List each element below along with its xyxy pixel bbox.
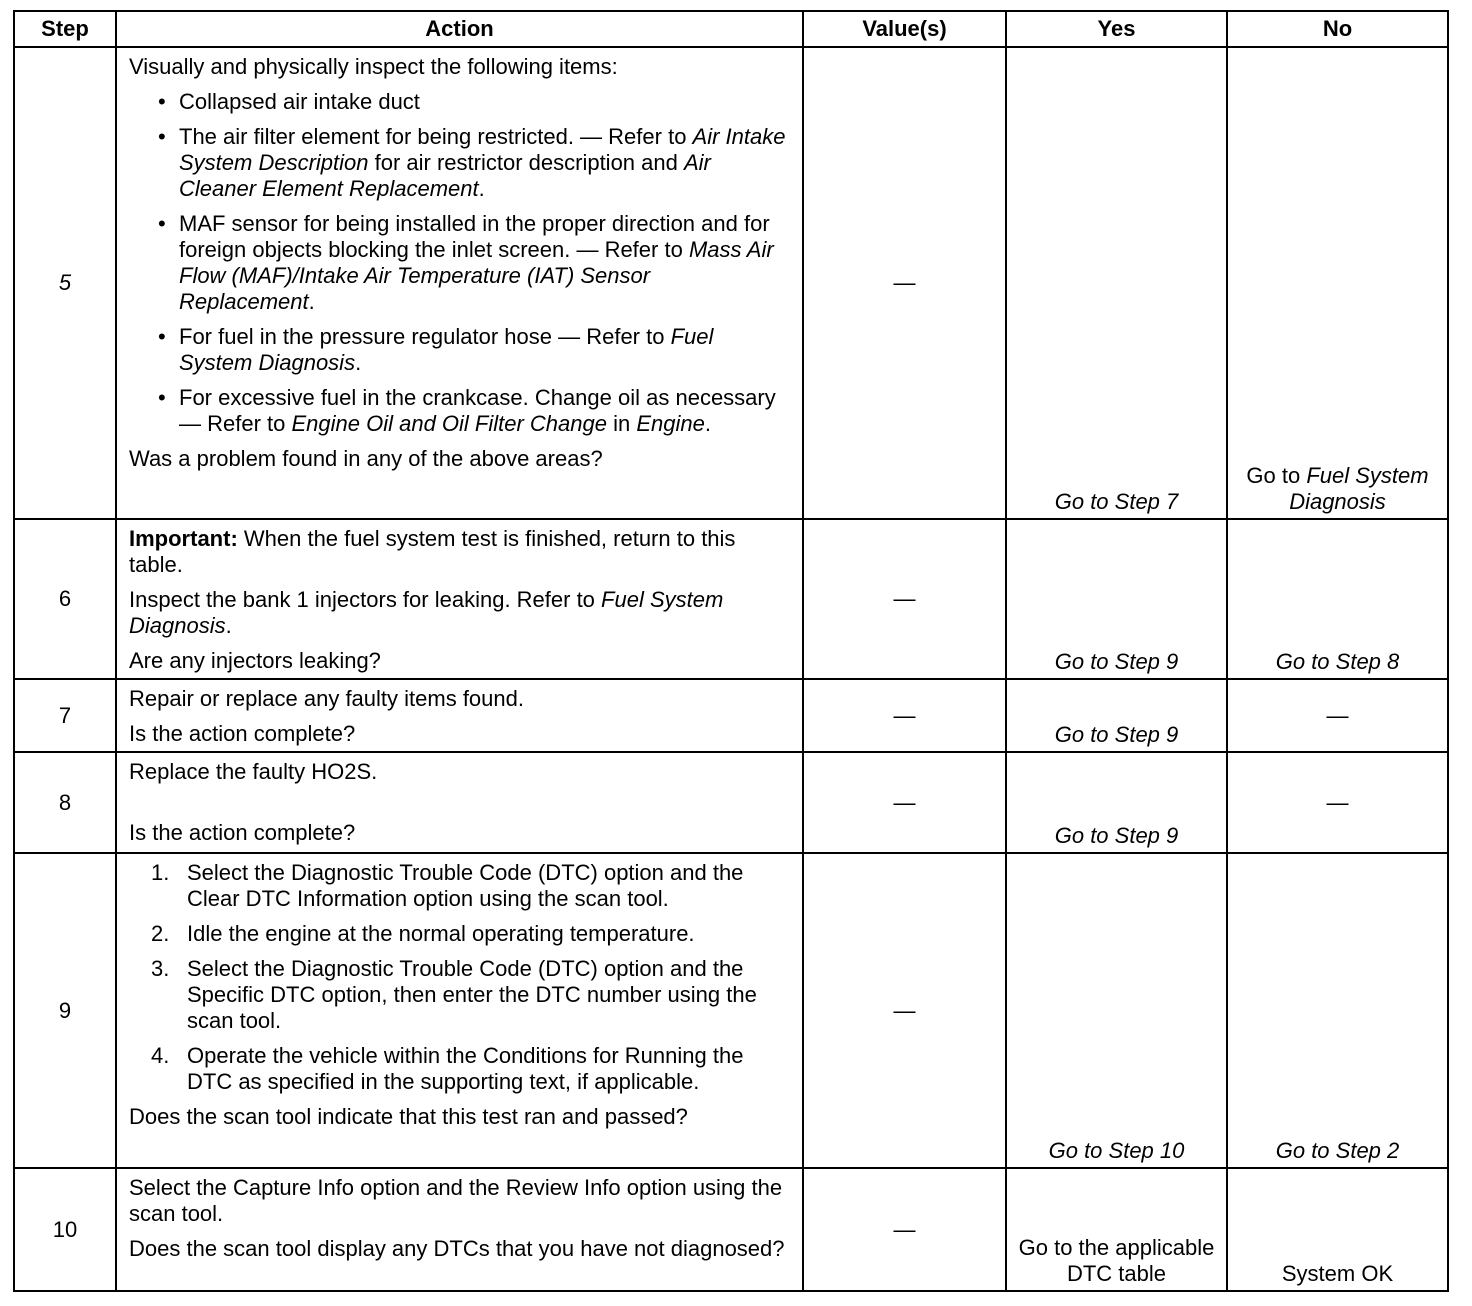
diagnostic-table [13,10,1449,1292]
yes-cell: Go to Step 7 [1006,47,1227,519]
list-item: • For fuel in the pressure regulator hose — Refer to Fuel System Diagnosis. [129,324,788,376]
header-values: Value(s) [803,11,1006,47]
table-row-step-9 [14,853,1448,1168]
list-item: 1. Select the Diagnostic Trouble Code (DTC) option and the Clear DTC Information option using the scan tool. [151,860,744,911]
action-question: Is the action complete? [129,820,356,845]
no-cell: Go to Fuel System Diagnosis [1227,47,1448,519]
table-row-step-6 [14,519,1448,679]
table-row-step-8 [14,752,1448,853]
header-row [14,11,1448,47]
header-no: No [1227,11,1448,47]
action-instruction: Select the Capture Info option and the Review Info option using the scan tool. [129,1175,783,1226]
yes-cell: Go to Step 9 [1006,679,1227,752]
action-cell [116,519,803,679]
yes-cell: Go to Step 9 [1006,519,1227,679]
important-note: Important: When the fuel system test is finished, return to this table. [129,526,736,577]
list-item: 3. Select the Diagnostic Trouble Code (DTC) option and the Specific DTC option, then enter the DTC number using the scan tool. [151,956,757,1033]
no-cell: Go to Step 8 [1227,519,1448,679]
procedure-list [129,860,788,1095]
action-cell [116,853,803,1168]
step-number: 6 [14,519,116,679]
step-number: 9 [14,853,116,1168]
table-row-step-5 [14,47,1448,519]
action-cell [116,47,803,519]
action-cell [116,752,803,853]
value-cell: — [803,853,1006,1168]
action-instruction: Repair or replace any faulty items found. [129,686,524,711]
inspection-list [129,89,788,437]
step-number: 5 [14,47,116,519]
list-item: • MAF sensor for being installed in the proper direction and for foreign objects blocking the inlet screen. — Refer to Mass Air Flow (MAF)/Intake Air Temperature (IAT) Sensor Replacement. [129,211,788,315]
value-cell: — [803,679,1006,752]
header-step: Step [14,11,116,47]
yes-cell: Go to Step 9 [1006,752,1227,853]
step-number: 8 [14,752,116,853]
action-question: Are any injectors leaking? [129,648,381,673]
action-question: Does the scan tool display any DTCs that you have not diagnosed? [129,1236,785,1261]
value-cell: — [803,752,1006,853]
action-instruction: Replace the faulty HO2S. [129,759,378,784]
table-row-step-7 [14,679,1448,752]
action-cell [116,679,803,752]
value-cell: — [803,47,1006,519]
step-number: 10 [14,1168,116,1291]
step-number: 7 [14,679,116,752]
no-cell: — [1227,679,1448,752]
action-intro: Visually and physically inspect the following items: [129,54,618,79]
table-row-step-10 [14,1168,1448,1291]
header-yes: Yes [1006,11,1227,47]
list-item: • Collapsed air intake duct [129,89,788,115]
action-instruction: Inspect the bank 1 injectors for leaking. Refer to Fuel System Diagnosis. [129,587,724,638]
header-action: Action [116,11,803,47]
list-item: 4. Operate the vehicle within the Conditions for Running the DTC as specified in the supporting text, if applicable. [151,1043,744,1094]
value-cell: — [803,1168,1006,1291]
action-question: Is the action complete? [129,721,356,746]
value-cell: — [803,519,1006,679]
no-cell: — [1227,752,1448,853]
list-item: 2. Idle the engine at the normal operating temperature. [151,921,695,946]
action-question: Was a problem found in any of the above areas? [129,446,603,471]
action-cell [116,1168,803,1291]
no-cell: Go to Step 2 [1227,853,1448,1168]
list-item: • For excessive fuel in the crankcase. Change oil as necessary — Refer to Engine Oil and Oil Filter Change in Engine. [129,385,788,437]
yes-cell: Go to the applicable DTC table [1006,1168,1227,1291]
no-cell: System OK [1227,1168,1448,1291]
yes-cell: Go to Step 10 [1006,853,1227,1168]
list-item: • The air filter element for being restricted. — Refer to Air Intake System Description for air restrictor description and Air Cleaner Element Replacement. [129,124,788,202]
action-question: Does the scan tool indicate that this test ran and passed? [129,1104,688,1129]
